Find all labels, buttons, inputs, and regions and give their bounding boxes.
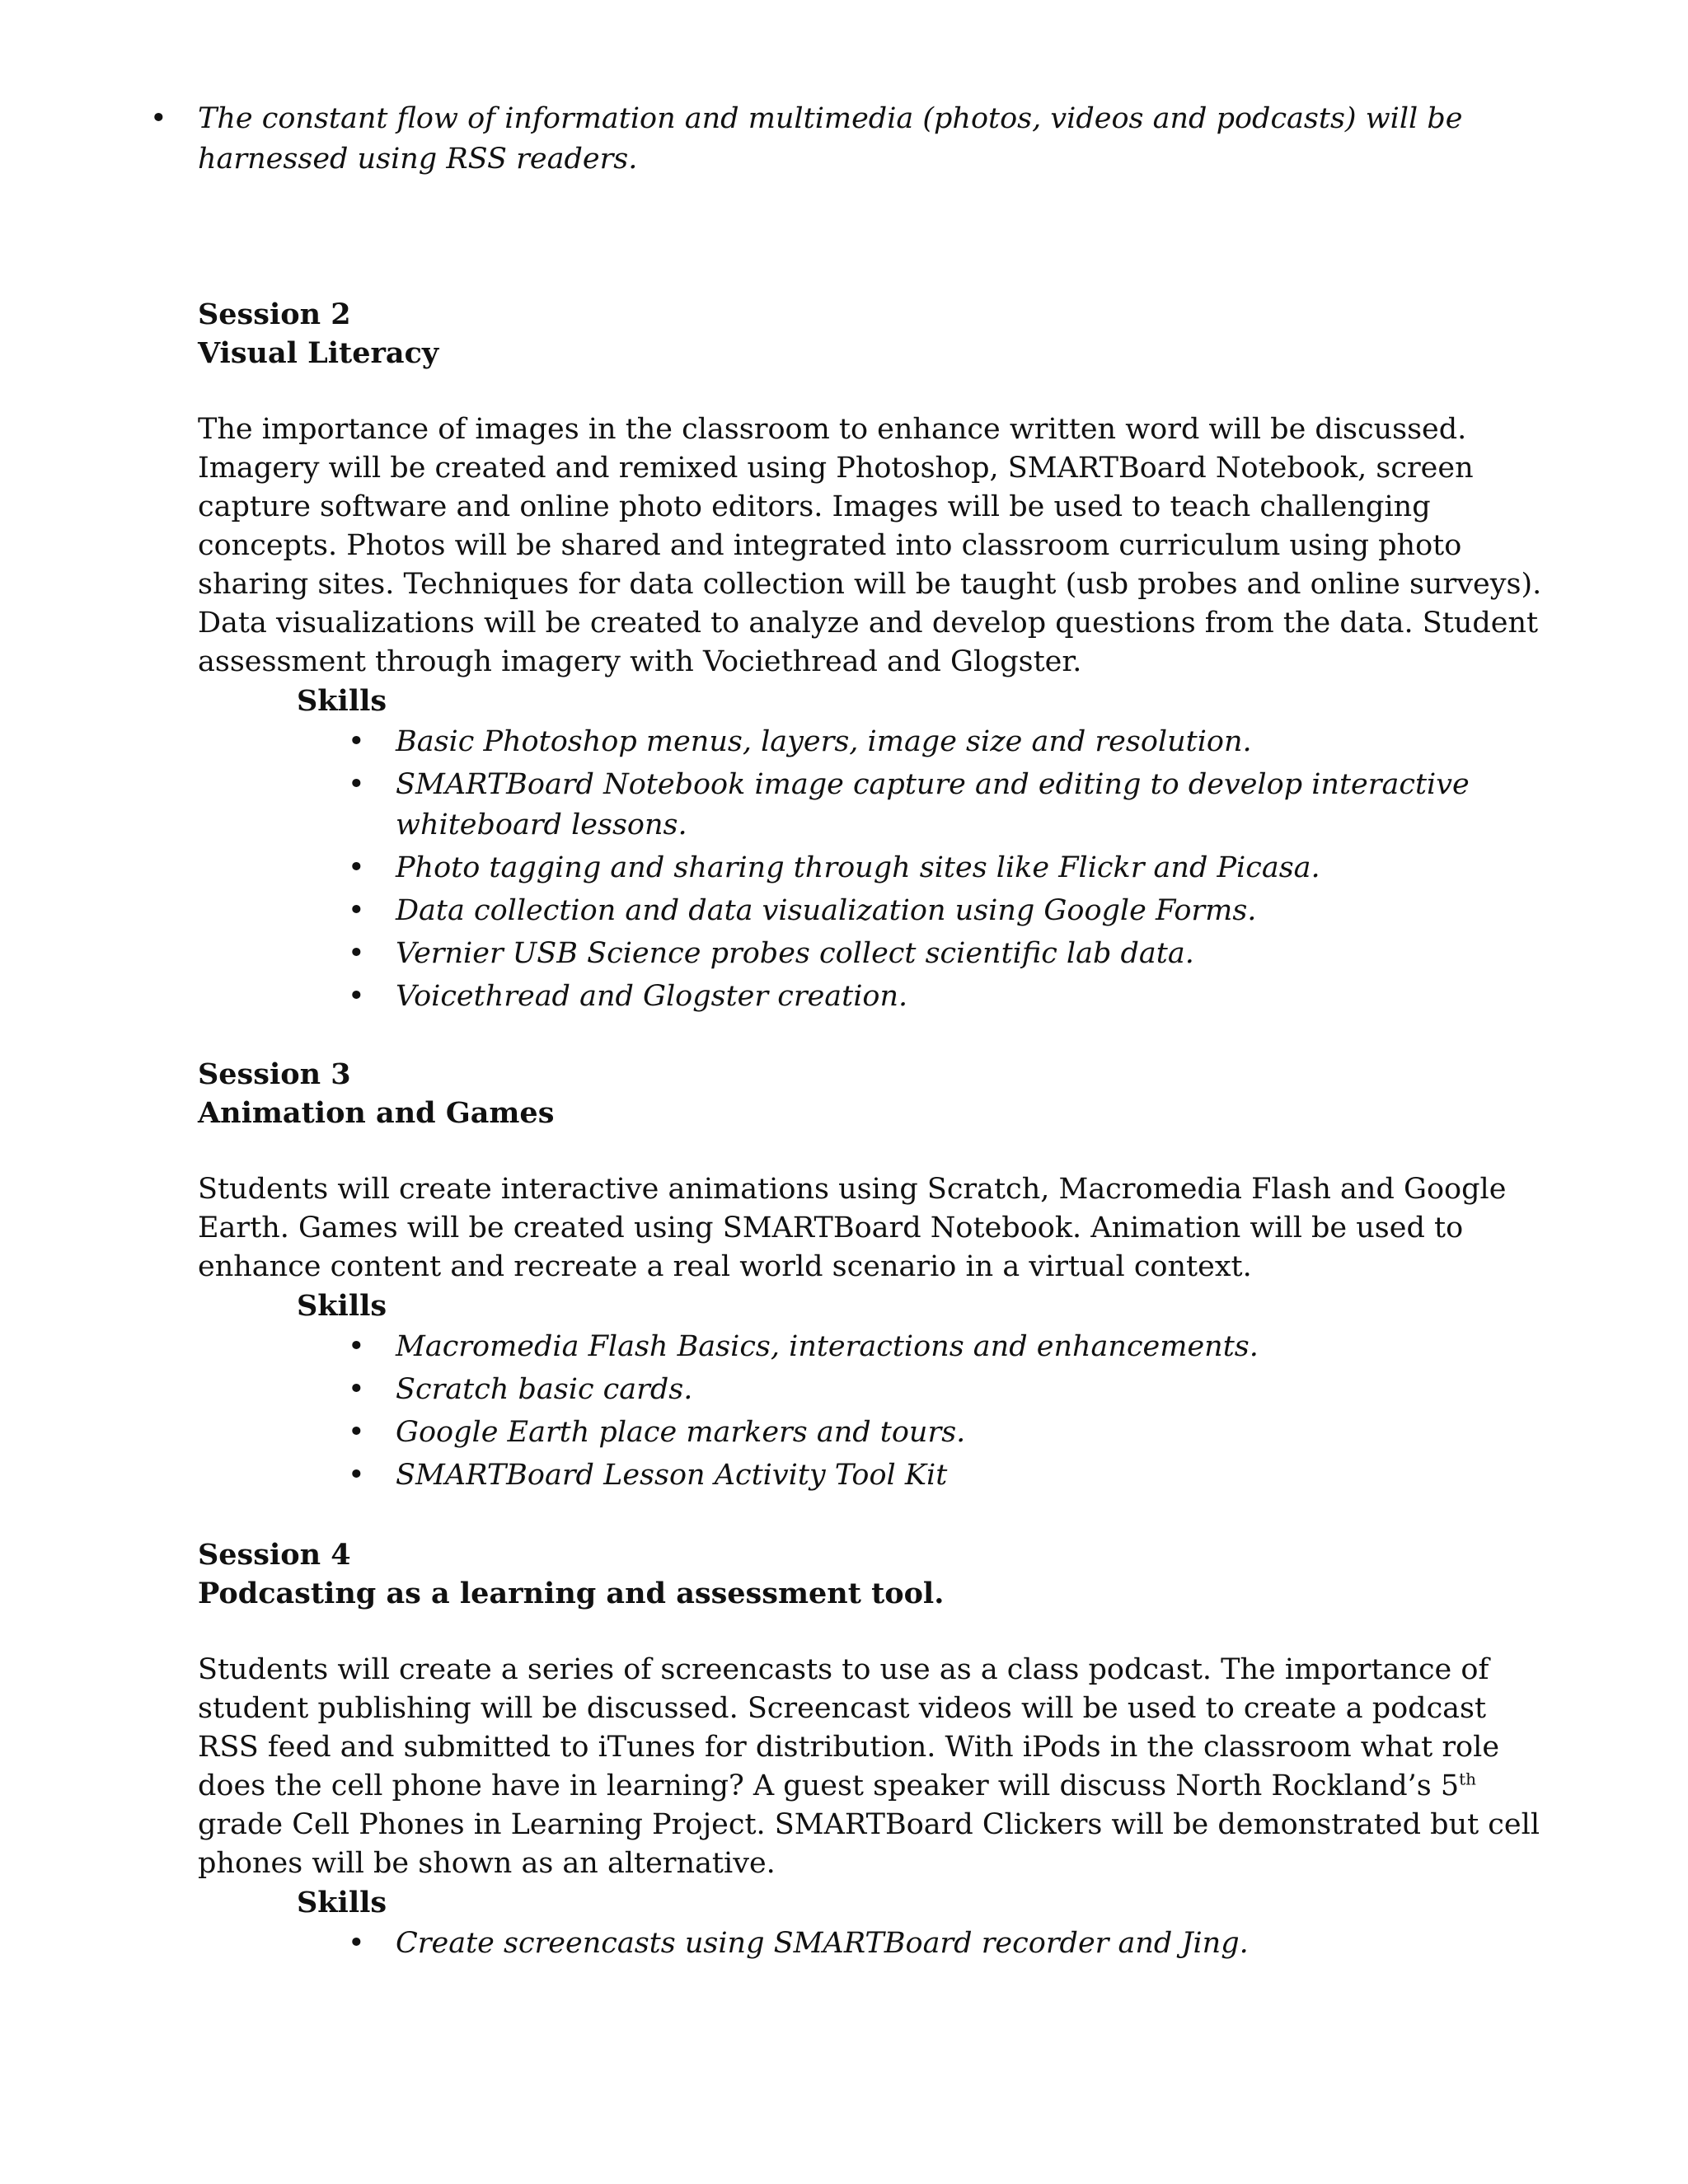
list-item [348,1413,1550,1453]
session-title: Visual Literacy [198,336,439,370]
bullet-icon: • [348,894,365,927]
list-item-text: Voicethread and Glogster creation. [396,980,908,1013]
skills-heading: Skills [297,1886,387,1919]
list-item-text: Macromedia Flash Basics, interactions and enhancements. [396,1330,1259,1363]
intro-list [0,99,1550,180]
list-item [348,722,1550,762]
skills-list [198,1924,1550,1964]
session-description: Students will create interactive animations using Scratch, Macromedia Flash and Google Earth. Games will be created using SMARTBoard Notebook. Animation will be used to enhance content and recreate a real world scenario in a virtual context. [198,1173,1507,1283]
list-item-text: SMARTBoard Notebook image capture and editing to develop interactive whiteboard lessons. [396,768,1470,841]
ordinal-suffix: th [1459,1769,1477,1789]
session-description [198,1651,1550,1883]
session-description: The importance of images in the classroom to enhance written word will be discussed. Imagery will be created and remixed using Photoshop, SMARTBoard Notebook, screen capture software and online photo editors. Images will be used to teach challenging concepts. Photos will be shared and integrated into classroom curriculum using photo sharing sites. Techniques for data collection will be taught (usb probes and online surveys). Data visualizations will be created to analyze and develop questions from the data. Student assessment through imagery with Vociethread and Glogster. [198,413,1542,678]
session-3 [198,1055,1550,1498]
list-item-text: Photo tagging and sharing through sites like Flickr and Picasa. [396,851,1320,884]
list-item-text: The constant flow of information and multimedia (photos, videos and podcasts) will be harnessed using RSS readers. [198,102,1463,176]
list-item [348,977,1550,1017]
session-label: Session 3 [198,1057,351,1091]
list-item [348,1370,1550,1410]
list-item-text: Create screencasts using SMARTBoard recorder and Jing. [396,1927,1249,1960]
bullet-icon: • [348,1459,365,1492]
list-item [150,99,1550,180]
bullet-icon: • [348,851,365,884]
bullet-icon: • [150,102,167,135]
bullet-icon: • [348,768,365,801]
list-item [348,765,1550,846]
description-text: Students will create a series of screencasts to use as a class podcast. The importance of student publishing will be discussed. Screencast videos will be used to create a podcast RSS feed and submitted to iTunes for distribution. With iPods in the classroom what role does the cell phone have in learning? A guest speaker will discuss North Rockland’s 5 [198,1653,1500,1802]
description-text-continued: grade Cell Phones in Learning Project. SMARTBoard Clickers will be demonstrated but cell phones will be shown as an alternative. [198,1808,1540,1880]
session-4 [198,1535,1550,1966]
session-2 [198,295,1550,1019]
list-item [348,1455,1550,1496]
bullet-icon: • [348,1373,365,1406]
skills-heading: Skills [297,684,387,718]
list-item [348,1924,1550,1964]
session-label: Session 2 [198,298,351,331]
list-item [348,891,1550,931]
list-item-text: Google Earth place markers and tours. [396,1416,966,1449]
list-item-text: Vernier USB Science probes collect scientific lab data. [396,937,1194,970]
skills-heading: Skills [297,1289,387,1323]
list-item-text: Basic Photoshop menus, layers, image size and resolution. [396,725,1252,758]
list-item [348,848,1550,888]
skills-list [198,722,1550,1017]
session-title: Podcasting as a learning and assessment tool. [198,1577,945,1610]
bullet-icon: • [348,980,365,1013]
bullet-icon: • [348,937,365,970]
intro-bullet-list [150,97,1550,182]
session-title: Animation and Games [198,1096,555,1130]
skills-list [198,1327,1550,1496]
bullet-icon: • [348,1330,365,1363]
list-item [348,1327,1550,1367]
session-label: Session 4 [198,1538,351,1572]
list-item-text: Scratch basic cards. [396,1373,693,1406]
list-item-text: SMARTBoard Lesson Activity Tool Kit [396,1459,948,1492]
list-item-text: Data collection and data visualization using Google Forms. [396,894,1257,927]
bullet-icon: • [348,1927,365,1960]
bullet-icon: • [348,1416,365,1449]
list-item [348,934,1550,974]
bullet-icon: • [348,725,365,758]
